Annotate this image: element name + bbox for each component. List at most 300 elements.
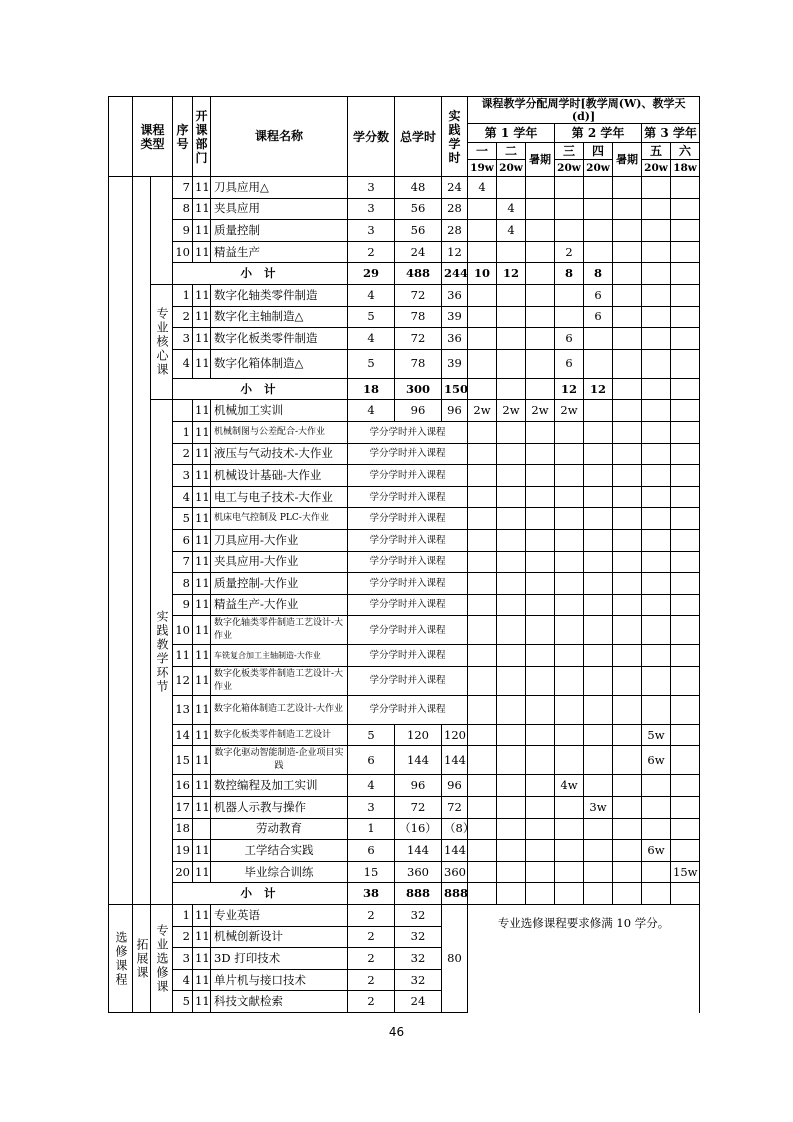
course-name-cell: 机床电气控制及 PLC-大作业 bbox=[211, 508, 348, 530]
group-core-label: 专业核心课 bbox=[151, 284, 173, 399]
credits-cell: 6 bbox=[348, 840, 395, 862]
term-hours-cell bbox=[671, 177, 700, 199]
seq-cell: 9 bbox=[173, 594, 193, 616]
merged-hours-cell: 学分学时并入课程 bbox=[348, 465, 468, 487]
course-name-cell: 数字化轴类零件制造工艺设计-大作业 bbox=[211, 616, 348, 645]
term-hours-cell bbox=[584, 443, 613, 465]
header-weeks-1: 19w bbox=[468, 160, 497, 177]
term-hours-cell bbox=[584, 465, 613, 487]
seq-cell: 3 bbox=[173, 465, 193, 487]
hours-cell: 72 bbox=[395, 284, 442, 306]
dept-cell: 11 bbox=[193, 840, 211, 862]
header-weeks-2: 20w bbox=[497, 160, 526, 177]
dept-cell: 11 bbox=[193, 573, 211, 595]
practice-hours-cell: 96 bbox=[442, 775, 468, 797]
term-hours-cell bbox=[497, 551, 526, 573]
header-weeks-6: 18w bbox=[671, 160, 700, 177]
table-row bbox=[109, 198, 700, 220]
subtotal-hours: 888 bbox=[395, 883, 442, 905]
merged-hours-cell: 学分学时并入课程 bbox=[348, 666, 468, 695]
term-hours-cell: 2w bbox=[468, 400, 497, 422]
practice-hours-cell: 36 bbox=[442, 284, 468, 306]
table-row bbox=[109, 177, 700, 199]
seq-cell: 11 bbox=[173, 645, 193, 667]
elective-note: 专业选修课程要求修满 10 学分。 bbox=[468, 905, 700, 1013]
term-hours-cell bbox=[671, 797, 700, 819]
course-name-cell: 夹具应用-大作业 bbox=[211, 551, 348, 573]
dept-cell: 11 bbox=[193, 991, 211, 1013]
table-row bbox=[109, 465, 700, 487]
term-hours-cell bbox=[526, 508, 555, 530]
table-row bbox=[109, 883, 700, 905]
table-row bbox=[109, 241, 700, 263]
practice-hours-cell: 144 bbox=[442, 746, 468, 775]
term-hours-cell bbox=[526, 695, 555, 724]
term-hours-cell bbox=[468, 328, 497, 350]
term-hours-cell bbox=[584, 328, 613, 350]
hours-cell: 78 bbox=[395, 349, 442, 378]
term-hours-cell bbox=[526, 883, 555, 905]
term-hours-cell bbox=[642, 645, 671, 667]
term-hours-cell bbox=[526, 551, 555, 573]
header-term-2: 二 bbox=[497, 143, 526, 160]
term-hours-cell bbox=[555, 508, 584, 530]
dept-cell: 11 bbox=[193, 645, 211, 667]
seq-cell: 2 bbox=[173, 306, 193, 328]
term-hours-cell bbox=[468, 883, 497, 905]
table-row bbox=[109, 551, 700, 573]
seq-cell: 2 bbox=[173, 926, 193, 948]
term-hours-cell: 2w bbox=[497, 400, 526, 422]
term-hours-cell bbox=[468, 775, 497, 797]
term-hours-cell bbox=[642, 797, 671, 819]
term-hours-cell bbox=[584, 400, 613, 422]
course-name-cell: 数字化主轴制造△ bbox=[211, 306, 348, 328]
term-hours-cell bbox=[468, 220, 497, 242]
term-hours-cell bbox=[526, 746, 555, 775]
term-hours-cell bbox=[497, 349, 526, 378]
hours-cell: 144 bbox=[395, 746, 442, 775]
term-hours-cell bbox=[613, 306, 642, 328]
subtotal-label: 小 计 bbox=[173, 378, 348, 400]
term-hours-cell bbox=[613, 695, 642, 724]
term-hours-cell bbox=[468, 645, 497, 667]
seq-cell: 19 bbox=[173, 840, 193, 862]
term-hours-cell bbox=[613, 328, 642, 350]
seq-cell: 5 bbox=[173, 508, 193, 530]
term-hours-cell bbox=[584, 573, 613, 595]
course-name-cell: 质量控制-大作业 bbox=[211, 573, 348, 595]
table-row bbox=[109, 486, 700, 508]
term-hours-cell bbox=[468, 198, 497, 220]
term-hours-cell bbox=[526, 443, 555, 465]
term-hours-cell: 4 bbox=[497, 220, 526, 242]
term-hours-cell bbox=[497, 775, 526, 797]
credits-cell: 3 bbox=[348, 177, 395, 199]
term-hours-cell bbox=[613, 284, 642, 306]
term-hours-cell bbox=[671, 724, 700, 746]
term-hours-cell bbox=[642, 551, 671, 573]
dept-cell: 11 bbox=[193, 551, 211, 573]
dept-cell: 11 bbox=[193, 969, 211, 991]
hours-cell: 96 bbox=[395, 400, 442, 422]
page-number: 46 bbox=[388, 1025, 405, 1039]
term-hours-cell bbox=[526, 465, 555, 487]
table-row bbox=[109, 695, 700, 724]
term-hours-cell bbox=[613, 724, 642, 746]
term-hours-cell bbox=[584, 551, 613, 573]
table-row bbox=[109, 724, 700, 746]
header-distribution: 课程教学分配周学时[教学周(W)、教学天(d)] bbox=[468, 97, 700, 124]
term-hours-cell bbox=[468, 746, 497, 775]
term-hours-cell bbox=[642, 349, 671, 378]
term-hours-cell bbox=[526, 724, 555, 746]
seq-cell: 9 bbox=[173, 220, 193, 242]
term-hours-cell bbox=[468, 486, 497, 508]
subtotal-label: 小 计 bbox=[173, 263, 348, 285]
term-hours-cell bbox=[468, 241, 497, 263]
term-hours-cell bbox=[526, 220, 555, 242]
term-hours-cell bbox=[671, 328, 700, 350]
table-header bbox=[109, 97, 700, 177]
term-hours-cell bbox=[642, 378, 671, 400]
term-hours-cell bbox=[642, 306, 671, 328]
term-hours-cell: 8 bbox=[584, 263, 613, 285]
header-year1: 第 1 学年 bbox=[468, 124, 555, 143]
table-row bbox=[109, 616, 700, 645]
term-hours-cell bbox=[555, 198, 584, 220]
term-hours-cell bbox=[468, 551, 497, 573]
term-hours-cell bbox=[468, 443, 497, 465]
term-hours-cell bbox=[642, 465, 671, 487]
dept-cell: 11 bbox=[193, 797, 211, 819]
term-hours-cell bbox=[555, 529, 584, 551]
seq-cell: 1 bbox=[173, 421, 193, 443]
term-hours-cell bbox=[613, 421, 642, 443]
subtotal-hours: 300 bbox=[395, 378, 442, 400]
elective-practice-hours: 80 bbox=[442, 905, 468, 1013]
term-hours-cell bbox=[468, 695, 497, 724]
group-elective-label: 选修课程 bbox=[109, 905, 133, 1013]
course-name-cell: 数字化板类零件制造工艺设计-大作业 bbox=[211, 666, 348, 695]
course-name-cell: 液压与气动技术-大作业 bbox=[211, 443, 348, 465]
term-hours-cell: 2 bbox=[555, 241, 584, 263]
term-hours-cell bbox=[555, 616, 584, 645]
term-hours-cell bbox=[613, 594, 642, 616]
dept-cell: 11 bbox=[193, 724, 211, 746]
group-cell bbox=[151, 177, 173, 285]
term-hours-cell bbox=[671, 645, 700, 667]
term-hours-cell: 6w bbox=[642, 746, 671, 775]
header-term-3: 三 bbox=[555, 143, 584, 160]
seq-cell: 20 bbox=[173, 861, 193, 883]
course-name-cell: 机器人示教与操作 bbox=[211, 797, 348, 819]
hours-cell: 120 bbox=[395, 724, 442, 746]
header-summer-2: 暑期 bbox=[613, 143, 642, 177]
term-hours-cell: 4w bbox=[555, 775, 584, 797]
term-hours-cell bbox=[497, 328, 526, 350]
term-hours-cell bbox=[671, 421, 700, 443]
dept-cell: 11 bbox=[193, 594, 211, 616]
term-hours-cell bbox=[497, 818, 526, 840]
term-hours-cell bbox=[642, 616, 671, 645]
term-hours-cell bbox=[468, 594, 497, 616]
header-practice-hours: 实践学时 bbox=[442, 97, 468, 177]
subtotal-credits: 29 bbox=[348, 263, 395, 285]
course-name-cell: 刀具应用-大作业 bbox=[211, 529, 348, 551]
merged-hours-cell: 学分学时并入课程 bbox=[348, 645, 468, 667]
practice-hours-cell: 120 bbox=[442, 724, 468, 746]
credits-cell: 4 bbox=[348, 284, 395, 306]
term-hours-cell bbox=[642, 198, 671, 220]
seq-cell: 8 bbox=[173, 198, 193, 220]
merged-hours-cell: 学分学时并入课程 bbox=[348, 443, 468, 465]
term-hours-cell bbox=[613, 400, 642, 422]
term-hours-cell bbox=[671, 263, 700, 285]
term-hours-cell: 6 bbox=[555, 349, 584, 378]
term-hours-cell bbox=[526, 818, 555, 840]
seq-cell: 4 bbox=[173, 349, 193, 378]
subtotal-label: 小 计 bbox=[173, 883, 348, 905]
seq-cell: 10 bbox=[173, 241, 193, 263]
course-name-cell: 车铣复合加工主轴制造-大作业 bbox=[211, 645, 348, 667]
term-hours-cell bbox=[555, 724, 584, 746]
term-hours-cell bbox=[497, 306, 526, 328]
credits-cell: 4 bbox=[348, 328, 395, 350]
hours-cell: 32 bbox=[395, 905, 442, 927]
hours-cell: 96 bbox=[395, 775, 442, 797]
term-hours-cell bbox=[526, 306, 555, 328]
term-hours-cell bbox=[555, 746, 584, 775]
practice-hours-cell: 72 bbox=[442, 797, 468, 819]
dept-cell: 11 bbox=[193, 486, 211, 508]
hours-cell: 72 bbox=[395, 797, 442, 819]
term-hours-cell bbox=[671, 883, 700, 905]
term-hours-cell bbox=[613, 573, 642, 595]
subtotal-practice: 888 bbox=[442, 883, 468, 905]
seq-cell: 13 bbox=[173, 695, 193, 724]
term-hours-cell bbox=[671, 306, 700, 328]
credits-cell: 2 bbox=[348, 991, 395, 1013]
credits-cell: 15 bbox=[348, 861, 395, 883]
term-hours-cell bbox=[555, 594, 584, 616]
course-name-cell: 数字化板类零件制造工艺设计 bbox=[211, 724, 348, 746]
term-hours-cell bbox=[671, 284, 700, 306]
term-hours-cell bbox=[497, 883, 526, 905]
course-name-cell: 毕业综合训练 bbox=[211, 861, 348, 883]
practice-hours-cell: 360 bbox=[442, 861, 468, 883]
term-hours-cell bbox=[671, 241, 700, 263]
term-hours-cell: 12 bbox=[555, 378, 584, 400]
term-hours-cell bbox=[613, 465, 642, 487]
term-hours-cell bbox=[555, 551, 584, 573]
term-hours-cell bbox=[584, 198, 613, 220]
term-hours-cell bbox=[584, 861, 613, 883]
term-hours-cell bbox=[555, 883, 584, 905]
header-weeks-4: 20w bbox=[584, 160, 613, 177]
dept-cell: 11 bbox=[193, 328, 211, 350]
header-year2: 第 2 学年 bbox=[555, 124, 642, 143]
term-hours-cell: 4 bbox=[497, 198, 526, 220]
table-row bbox=[109, 508, 700, 530]
term-hours-cell: 6 bbox=[584, 284, 613, 306]
header-category: 课程类型 bbox=[133, 97, 173, 177]
merged-hours-cell: 学分学时并入课程 bbox=[348, 695, 468, 724]
term-hours-cell bbox=[497, 594, 526, 616]
practice-hours-cell: 39 bbox=[442, 349, 468, 378]
term-hours-cell bbox=[642, 861, 671, 883]
header-term-6: 六 bbox=[671, 143, 700, 160]
merged-hours-cell: 学分学时并入课程 bbox=[348, 551, 468, 573]
table-row bbox=[109, 573, 700, 595]
term-hours-cell: 2w bbox=[555, 400, 584, 422]
term-hours-cell bbox=[584, 840, 613, 862]
merged-hours-cell: 学分学时并入课程 bbox=[348, 508, 468, 530]
table-row bbox=[109, 594, 700, 616]
header-summer-1: 暑期 bbox=[526, 143, 555, 177]
term-hours-cell bbox=[584, 666, 613, 695]
merged-hours-cell: 学分学时并入课程 bbox=[348, 616, 468, 645]
term-hours-cell bbox=[555, 695, 584, 724]
term-hours-cell bbox=[584, 177, 613, 199]
term-hours-cell bbox=[584, 645, 613, 667]
term-hours-cell bbox=[671, 551, 700, 573]
dept-cell: 11 bbox=[193, 529, 211, 551]
term-hours-cell bbox=[555, 861, 584, 883]
course-name-cell: 夹具应用 bbox=[211, 198, 348, 220]
term-hours-cell bbox=[468, 573, 497, 595]
seq-cell: 18 bbox=[173, 818, 193, 840]
term-hours-cell bbox=[671, 198, 700, 220]
term-hours-cell bbox=[526, 328, 555, 350]
term-hours-cell bbox=[497, 177, 526, 199]
hours-cell: 56 bbox=[395, 198, 442, 220]
credits-cell: 5 bbox=[348, 349, 395, 378]
practice-hours-cell: 96 bbox=[442, 400, 468, 422]
term-hours-cell bbox=[526, 666, 555, 695]
term-hours-cell bbox=[671, 666, 700, 695]
course-name-cell: 质量控制 bbox=[211, 220, 348, 242]
term-hours-cell bbox=[642, 529, 671, 551]
dept-cell: 11 bbox=[193, 666, 211, 695]
term-hours-cell bbox=[526, 529, 555, 551]
term-hours-cell bbox=[584, 594, 613, 616]
term-hours-cell bbox=[613, 241, 642, 263]
term-hours-cell bbox=[613, 746, 642, 775]
credits-cell: 6 bbox=[348, 746, 395, 775]
term-hours-cell bbox=[526, 421, 555, 443]
table-row bbox=[109, 328, 700, 350]
term-hours-cell bbox=[497, 421, 526, 443]
seq-cell: 16 bbox=[173, 775, 193, 797]
merged-hours-cell: 学分学时并入课程 bbox=[348, 573, 468, 595]
group-pro-elective-label: 专业选修课 bbox=[151, 905, 173, 1013]
dept-cell: 11 bbox=[193, 926, 211, 948]
term-hours-cell bbox=[671, 594, 700, 616]
term-hours-cell bbox=[642, 486, 671, 508]
dept-cell: 11 bbox=[193, 443, 211, 465]
dept-cell: 11 bbox=[193, 241, 211, 263]
term-hours-cell bbox=[671, 616, 700, 645]
term-hours-cell bbox=[613, 840, 642, 862]
hours-cell: 24 bbox=[395, 241, 442, 263]
subtotal-practice: 150 bbox=[442, 378, 468, 400]
subtotal-hours: 488 bbox=[395, 263, 442, 285]
table-row bbox=[109, 840, 700, 862]
term-hours-cell bbox=[584, 508, 613, 530]
dept-cell: 11 bbox=[193, 421, 211, 443]
term-hours-cell bbox=[526, 177, 555, 199]
seq-cell: 3 bbox=[173, 328, 193, 350]
term-hours-cell bbox=[526, 616, 555, 645]
hours-cell: 32 bbox=[395, 948, 442, 970]
hours-cell: 32 bbox=[395, 926, 442, 948]
term-hours-cell bbox=[642, 241, 671, 263]
term-hours-cell bbox=[555, 177, 584, 199]
term-hours-cell bbox=[468, 797, 497, 819]
table-row bbox=[109, 818, 700, 840]
curriculum-table bbox=[108, 96, 700, 1013]
table-row bbox=[109, 378, 700, 400]
term-hours-cell bbox=[497, 486, 526, 508]
credits-cell: 5 bbox=[348, 724, 395, 746]
term-hours-cell bbox=[671, 400, 700, 422]
term-hours-cell bbox=[555, 465, 584, 487]
course-name-cell: 专业英语 bbox=[211, 905, 348, 927]
hours-cell: 72 bbox=[395, 328, 442, 350]
term-hours-cell bbox=[526, 486, 555, 508]
course-name-cell: 精益生产 bbox=[211, 241, 348, 263]
dept-cell: 11 bbox=[193, 306, 211, 328]
hours-cell: 56 bbox=[395, 220, 442, 242]
seq-cell: 10 bbox=[173, 616, 193, 645]
term-hours-cell bbox=[555, 666, 584, 695]
header-term-4: 四 bbox=[584, 143, 613, 160]
outer-category-cell bbox=[109, 177, 133, 905]
term-hours-cell bbox=[555, 486, 584, 508]
table-row bbox=[109, 666, 700, 695]
term-hours-cell bbox=[526, 198, 555, 220]
term-hours-cell bbox=[613, 263, 642, 285]
term-hours-cell bbox=[584, 818, 613, 840]
term-hours-cell bbox=[671, 818, 700, 840]
term-hours-cell bbox=[526, 241, 555, 263]
term-hours-cell bbox=[671, 695, 700, 724]
term-hours-cell bbox=[642, 400, 671, 422]
term-hours-cell bbox=[671, 746, 700, 775]
term-hours-cell bbox=[555, 421, 584, 443]
practice-hours-cell: （8） bbox=[442, 818, 468, 840]
term-hours-cell: 6 bbox=[584, 306, 613, 328]
dept-cell: 11 bbox=[193, 220, 211, 242]
term-hours-cell: 15w bbox=[671, 861, 700, 883]
term-hours-cell bbox=[671, 378, 700, 400]
table-row bbox=[109, 645, 700, 667]
course-name-cell: 电工与电子技术-大作业 bbox=[211, 486, 348, 508]
course-name-cell: 数字化箱体制造△ bbox=[211, 349, 348, 378]
dept-cell: 11 bbox=[193, 284, 211, 306]
header-seq: 序号 bbox=[173, 97, 193, 177]
term-hours-cell bbox=[613, 551, 642, 573]
term-hours-cell bbox=[497, 695, 526, 724]
term-hours-cell bbox=[468, 349, 497, 378]
term-hours-cell bbox=[642, 421, 671, 443]
practice-hours-cell: 39 bbox=[442, 306, 468, 328]
term-hours-cell bbox=[671, 486, 700, 508]
practice-hours-cell: 144 bbox=[442, 840, 468, 862]
term-hours-cell bbox=[613, 861, 642, 883]
dept-cell: 11 bbox=[193, 905, 211, 927]
